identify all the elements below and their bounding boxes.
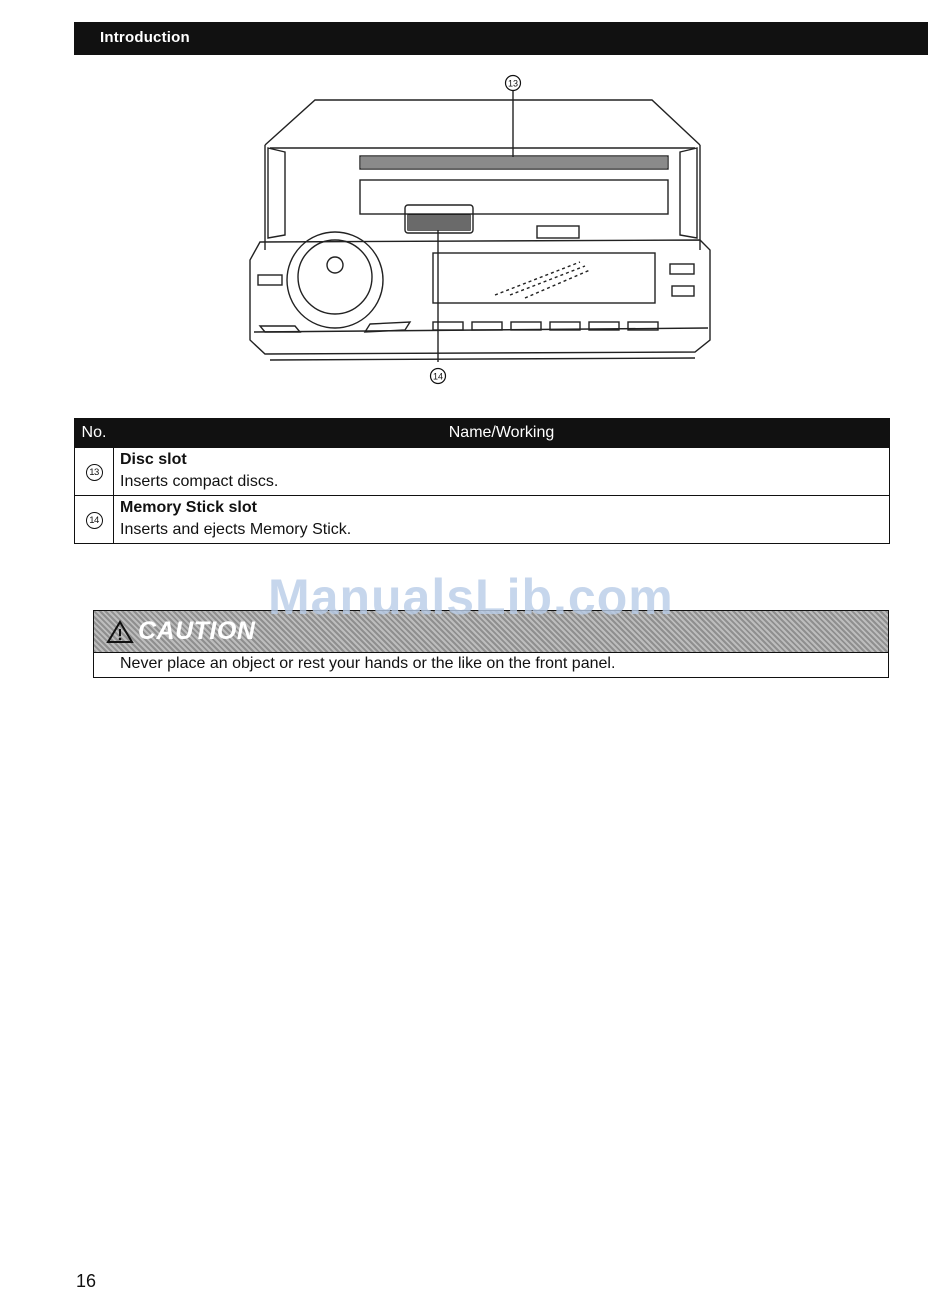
device-illustration <box>240 70 720 400</box>
column-header-no: No. <box>75 419 114 448</box>
parts-table <box>74 418 890 544</box>
callout-14-label: 14 <box>432 371 444 382</box>
column-header-name-working: Name/Working <box>114 419 890 448</box>
part-name-cell <box>114 448 890 470</box>
callout-14 <box>431 369 446 384</box>
callout-13-label: 13 <box>507 78 519 89</box>
warning-triangle-icon <box>106 620 134 644</box>
part-description: Inserts and ejects Memory Stick. <box>120 521 352 538</box>
part-name-cell <box>114 496 890 518</box>
watermark: ManualsLib.com <box>268 569 674 625</box>
section-title: Introduction <box>100 29 190 46</box>
row-number: 13 <box>86 464 103 481</box>
table-row <box>75 496 890 518</box>
row-number: 14 <box>86 512 103 529</box>
part-desc-cell <box>114 517 890 544</box>
callout-13 <box>506 76 521 91</box>
table-row <box>75 469 890 496</box>
table-header-row <box>75 419 890 448</box>
part-description: Inserts compact discs. <box>120 473 279 490</box>
caution-title: CAUTION <box>138 617 256 645</box>
table-row <box>75 517 890 544</box>
row-number-cell <box>75 448 114 496</box>
table-row <box>75 448 890 470</box>
part-name: Disc slot <box>120 451 187 468</box>
row-number-cell <box>75 496 114 544</box>
page-number: 16 <box>76 1271 97 1291</box>
section-header <box>74 22 928 55</box>
part-desc-cell <box>114 469 890 496</box>
part-name: Memory Stick slot <box>120 499 257 516</box>
caution-text: Never place an object or rest your hands or the like on the front panel. <box>120 655 616 672</box>
